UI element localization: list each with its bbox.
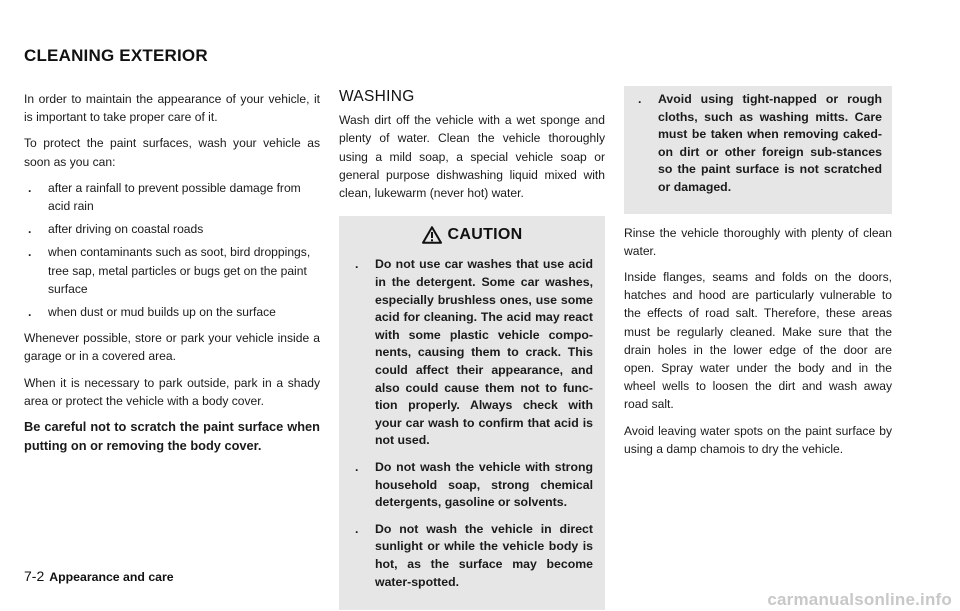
page-title: CLEANING EXTERIOR (24, 46, 208, 65)
drying-paragraph: Avoid leaving water spots on the paint surface by using a damp chamois to dry the vehicle. (624, 423, 892, 456)
page-footer (24, 568, 174, 584)
caution-header (351, 226, 593, 244)
footer-section-name: Appearance and care (49, 570, 174, 584)
bullet-marker: . (355, 521, 359, 536)
page-number: 7-2 (24, 568, 45, 584)
list-item: . after driving on coastal roads (24, 220, 320, 238)
bullet-marker: . (355, 459, 359, 474)
rinse-paragraph: Rinse the vehicle thoroughly with plenty of clean water. (624, 225, 892, 258)
bullet-marker: . (28, 180, 32, 195)
caution-list (351, 256, 593, 591)
intro-paragraph: In order to maintain the appearance of your vehicle, it is important to take proper care of it. (24, 92, 320, 125)
caution-title: CAUTION (447, 226, 523, 244)
storage-paragraph: Whenever possible, store or park your vehicle inside a garage or in a covered area. (24, 331, 320, 364)
list-item: . after a rainfall to prevent possible damage from acid rain (28, 180, 301, 214)
list-item: . Do not wash the vehicle with strong household soap, strong chemical detergents, gasoline or solvents. (355, 459, 593, 510)
column-left (24, 90, 320, 463)
body-cover-note: Be careful not to scratch the paint surface when putting on or removing the body cover. (24, 419, 320, 453)
protect-paragraph: To protect the paint surfaces, wash your vehicle as soon as you can: (24, 136, 320, 169)
list-item: . Do not use car washes that use acid in the detergent. Some car washes, especially brushless ones, use some acid for cleaning. The acid may react with some plastic vehicle compo-nents, causing them to crack. This could affect their appearance, and also could cause them not to func-tion properly. Always check with your car wash to confirm that acid is not used. (355, 257, 593, 448)
warning-triangle-icon (422, 226, 442, 244)
list-item: . when dust or mud builds up on the surface (24, 303, 320, 321)
washing-heading: WASHING (339, 88, 415, 105)
bullet-marker: . (28, 305, 32, 320)
bullet-marker: . (28, 222, 32, 237)
outside-parking-paragraph: When it is necessary to park outside, park in a shady area or protect the vehicle with a body cover. (24, 375, 320, 408)
caution-continuation (624, 86, 892, 214)
bullet-marker: . (28, 245, 32, 260)
list-item: . Avoid using tight-napped or rough cloths, such as washing mitts. Care must be taken when removing caked-on dirt or other foreign sub-stances so the paint surface is not scratched or damaged. (638, 92, 882, 194)
list-item: . Do not wash the vehicle in direct sunlight or while the vehicle body is hot, as the surface may become water-spotted. (355, 521, 593, 589)
bullet-marker: . (638, 92, 642, 106)
wash-conditions-list (24, 179, 320, 321)
watermark: carmanualsonline.info (767, 590, 952, 609)
column-right (624, 90, 892, 466)
road-salt-paragraph: Inside flanges, seams and folds on the doors, hatches and hood are particularly vulnerable to the effects of road salt. Therefore, these areas must be regularly cleaned. Make sure that the drain holes in the lower edge of the door are open. Spray water under the body and in the wheel wells to loosen the dirt and wash away road salt. (624, 269, 892, 412)
caution-box (339, 216, 605, 610)
list-item: . when contaminants such as soot, bird droppings, tree sap, metal particles or bugs get on the paint surface (28, 245, 311, 296)
washing-paragraph: Wash dirt off the vehicle with a wet sponge and plenty of water. Clean the vehicle thoroughly using a mild soap, a special vehicle soap or general purpose dishwashing liquid mixed with clean, lukewarm (never hot) water. (339, 113, 605, 201)
caution-list-continued (634, 91, 882, 197)
bullet-marker: . (355, 257, 359, 272)
column-middle (339, 88, 605, 610)
